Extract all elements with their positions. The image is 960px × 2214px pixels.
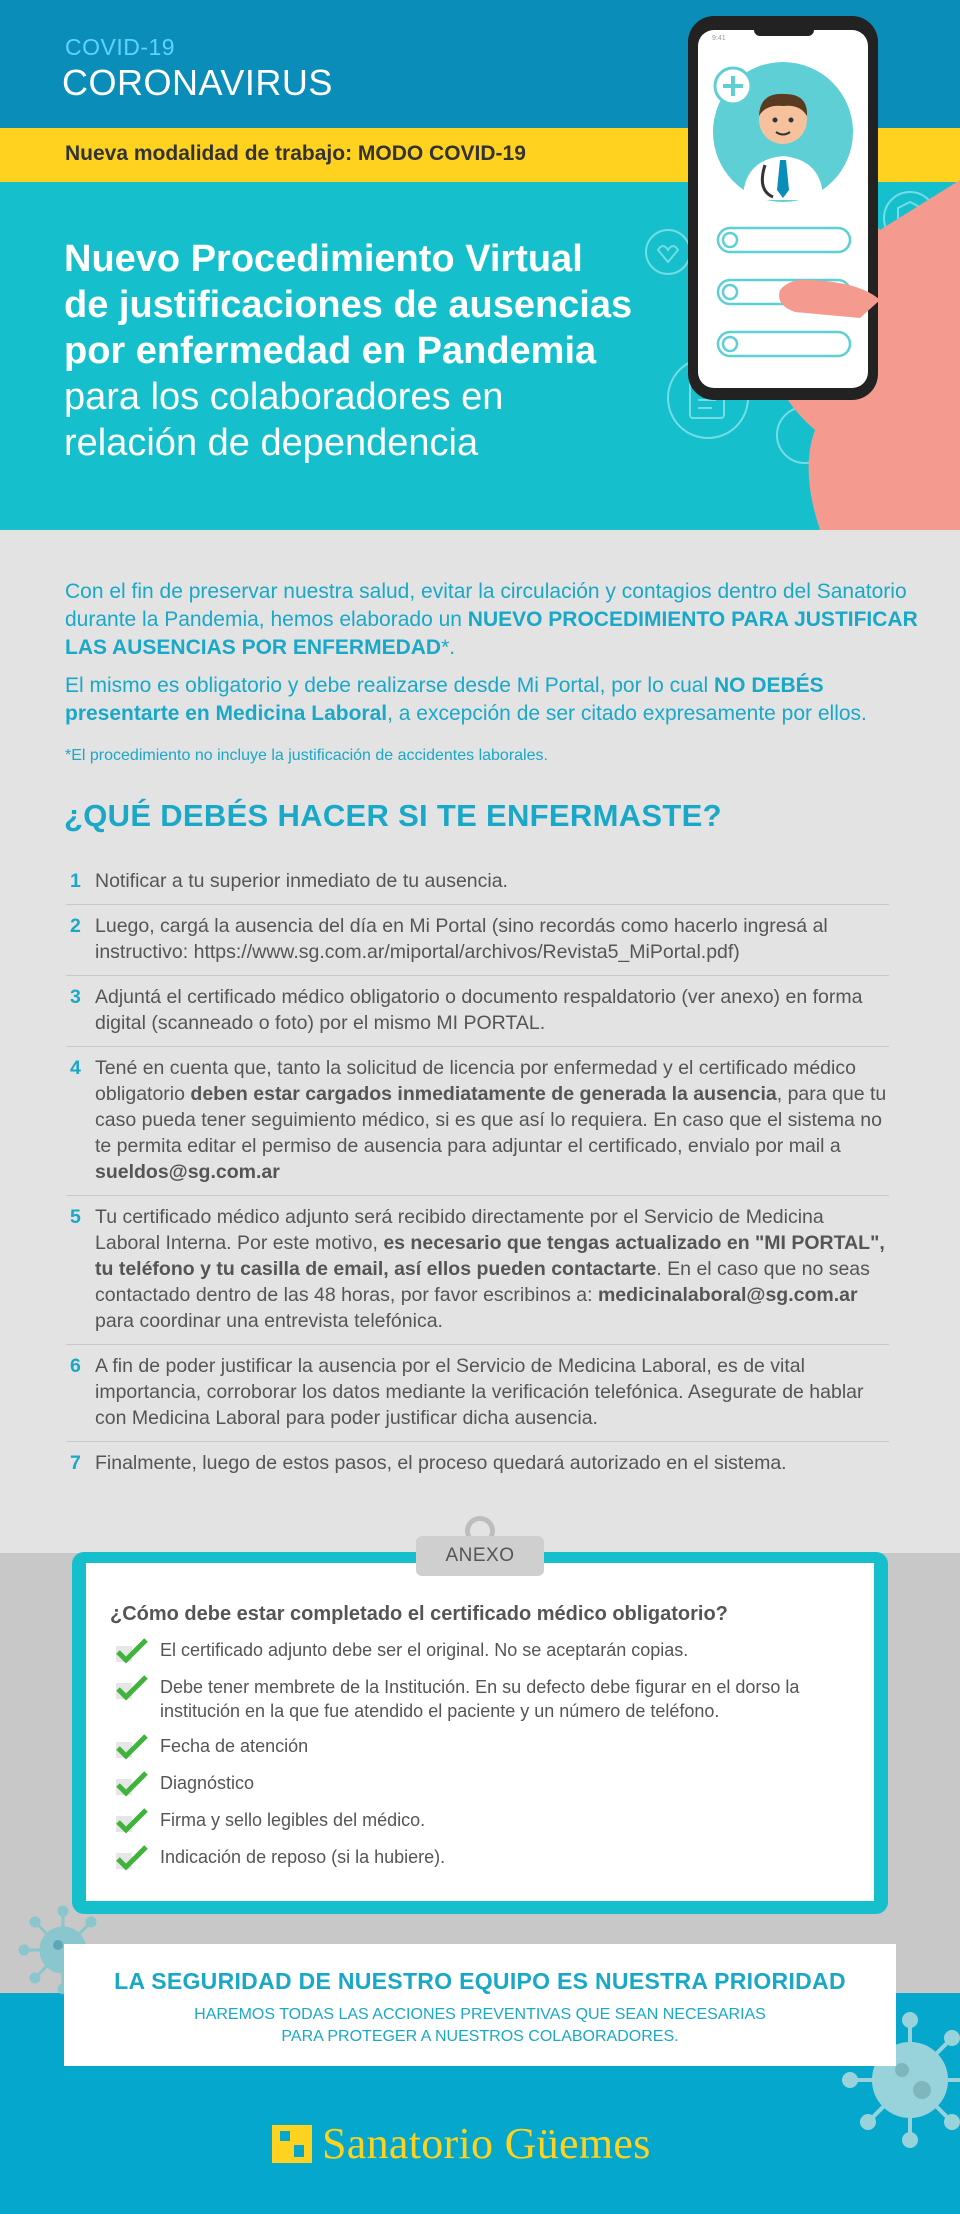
step-text: Notificar a tu superior inmediato de tu ausencia.: [95, 870, 508, 892]
step-number: 3: [70, 986, 81, 1008]
anexo-tab-label: ANEXO: [416, 1536, 544, 1576]
priority-subtitle: [64, 2004, 896, 2048]
phone-notch: [754, 24, 814, 36]
title-normal-line: relación de dependencia: [64, 422, 479, 464]
checklist-item: [114, 1808, 854, 1834]
title-bold-line: por enfermedad en Pandemia: [64, 330, 597, 372]
checklist-text: Debe tener membrete de la Institución. En su defecto debe figurar en el dorso la institución en la que fue atendido el paciente y un número de teléfono.: [160, 1677, 800, 1721]
priority-title: LA SEGURIDAD DE NUESTRO EQUIPO ES NUESTRA PRIORIDAD: [114, 1968, 846, 1994]
step-text: Finalmente, luego de estos pasos, el proceso quedará autorizado en el sistema.: [95, 1452, 787, 1474]
intro-note: *El procedimiento no incluye la justificación de accidentes laborales.: [65, 747, 548, 764]
priority-subtitle-line: PARA PROTEGER A NUESTROS COLABORADORES.: [281, 2028, 679, 2045]
brand-name: Sanatorio Güemes: [322, 2119, 651, 2168]
anexo-checklist: [114, 1638, 854, 1882]
step-item: [66, 1345, 889, 1442]
checklist-item: [114, 1771, 854, 1797]
step-number: 5: [70, 1206, 81, 1228]
step-item: [66, 1047, 889, 1196]
checkmark-icon: [114, 1734, 150, 1760]
priority-subtitle-line: HAREMOS TODAS LAS ACCIONES PREVENTIVAS QUE SEAN NECESARIAS: [194, 2006, 766, 2023]
sanatorio-logo-icon: [272, 2125, 312, 2163]
checklist-item: [114, 1845, 854, 1871]
priority-box: [64, 1944, 896, 2066]
work-mode-label: Nueva modalidad de trabajo: MODO COVID-19: [65, 142, 526, 165]
checklist-text: Diagnóstico: [160, 1773, 255, 1793]
checklist-text: El certificado adjunto debe ser el original. No se aceptarán copias.: [160, 1640, 689, 1660]
coronavirus-label: CORONAVIRUS: [62, 62, 333, 103]
step-number: 2: [70, 915, 81, 937]
step-number: 7: [70, 1452, 81, 1474]
checkmark-icon: [114, 1845, 150, 1871]
title-bold-line: de justificaciones de ausencias: [64, 284, 633, 326]
checklist-item: [114, 1734, 854, 1760]
email-medicina-laboral: medicinalaboral@sg.com.ar: [597, 1284, 858, 1306]
checklist-text: Indicación de reposo (si la hubiere).: [160, 1847, 446, 1867]
step-item: [66, 905, 889, 976]
intro-paragraph-2: El mismo es obligatorio y debe realizarse desde Mi Portal, por lo cual NO DEBÉS presentarte en Medicina Laboral, a excepción de ser citado expresamente por ellos.: [65, 674, 867, 725]
step-number: 1: [70, 870, 81, 892]
steps-list: [66, 860, 889, 1486]
brand: [272, 2118, 651, 2169]
phone-time: 9:41: [712, 35, 726, 42]
step-item: [66, 860, 889, 905]
intro-paragraph-1: Con el fin de preservar nuestra salud, evitar la circulación y contagios dentro del Sanatorio durante la Pandemia, hemos elaborado un NUEVO PROCEDIMIENTO PARA JUSTIFICAR LAS AUSENCIAS POR ENFERMEDAD*.: [65, 580, 918, 659]
step-text: Adjuntá el certificado médico obligatorio o documento respaldatorio (ver anexo) en forma digital (scanneado o foto) por el mismo MI PORTAL.: [95, 986, 863, 1034]
step-number: 4: [70, 1057, 81, 1079]
step-text: Luego, cargá la ausencia del día en Mi Portal (sino recordás como hacerlo ingresá al instructivo: https://www.sg.com.ar/miportal/archivos/Revista5_MiPortal.pdf): [95, 915, 828, 963]
checklist-text: Firma y sello legibles del médico.: [160, 1810, 426, 1830]
anexo-question: ¿Cómo debe estar completado el certificado médico obligatorio?: [110, 1603, 728, 1625]
step-text: Tu certificado médico adjunto será recibido directamente por el Servicio de Medicina Laboral Interna. Por este motivo, es necesario que tengas actualizado en "MI PORTAL", tu teléfono y tu casilla de email, así ellos pueden contactarte. En el caso que no seas contactado dentro de las 48 horas, por favor escribinos a: medicinalaboral@sg.com.ar para coordinar una entrevista telefónica.: [95, 1206, 885, 1332]
checkmark-icon: [114, 1808, 150, 1834]
step-number: 6: [70, 1355, 81, 1377]
hero-title: [64, 236, 684, 466]
step-text: Tené en cuenta que, tanto la solicitud de licencia por enfermedad y el certificado médico obligatorio deben estar cargados inmediatamente de generada la ausencia, para que tu caso pueda tener seguimiento médico, si es que así lo requiera. En caso que el sistema no te permita editar el permiso de ausencia para adjuntar el certificado, envialo por mail a sueldos@sg.com.ar: [95, 1057, 887, 1183]
title-bold-line: Nuevo Procedimiento Virtual: [64, 238, 583, 280]
title-normal-line: para los colaboradores en: [64, 376, 504, 418]
step-text: A fin de poder justificar la ausencia por el Servicio de Medicina Laboral, es de vital importancia, corroborar los datos mediante la verificación telefónica. Asegurate de hablar con Medicina Laboral para poder justificar dicha ausencia.: [95, 1355, 864, 1429]
checkmark-icon: [114, 1675, 150, 1701]
checklist-item: [114, 1675, 854, 1723]
checkmark-icon: [114, 1638, 150, 1664]
step-item: [66, 976, 889, 1047]
steps-title: ¿QUÉ DEBÉS HACER SI TE ENFERMASTE?: [64, 798, 722, 833]
checklist-text: Fecha de atención: [160, 1736, 309, 1756]
email-sueldos: sueldos@sg.com.ar: [95, 1161, 280, 1183]
intro-section: [65, 578, 925, 780]
step-item: [66, 1196, 889, 1345]
step-item: [66, 1442, 889, 1486]
checklist-item: [114, 1638, 854, 1664]
checkmark-icon: [114, 1771, 150, 1797]
covid-label: COVID-19: [65, 34, 176, 60]
